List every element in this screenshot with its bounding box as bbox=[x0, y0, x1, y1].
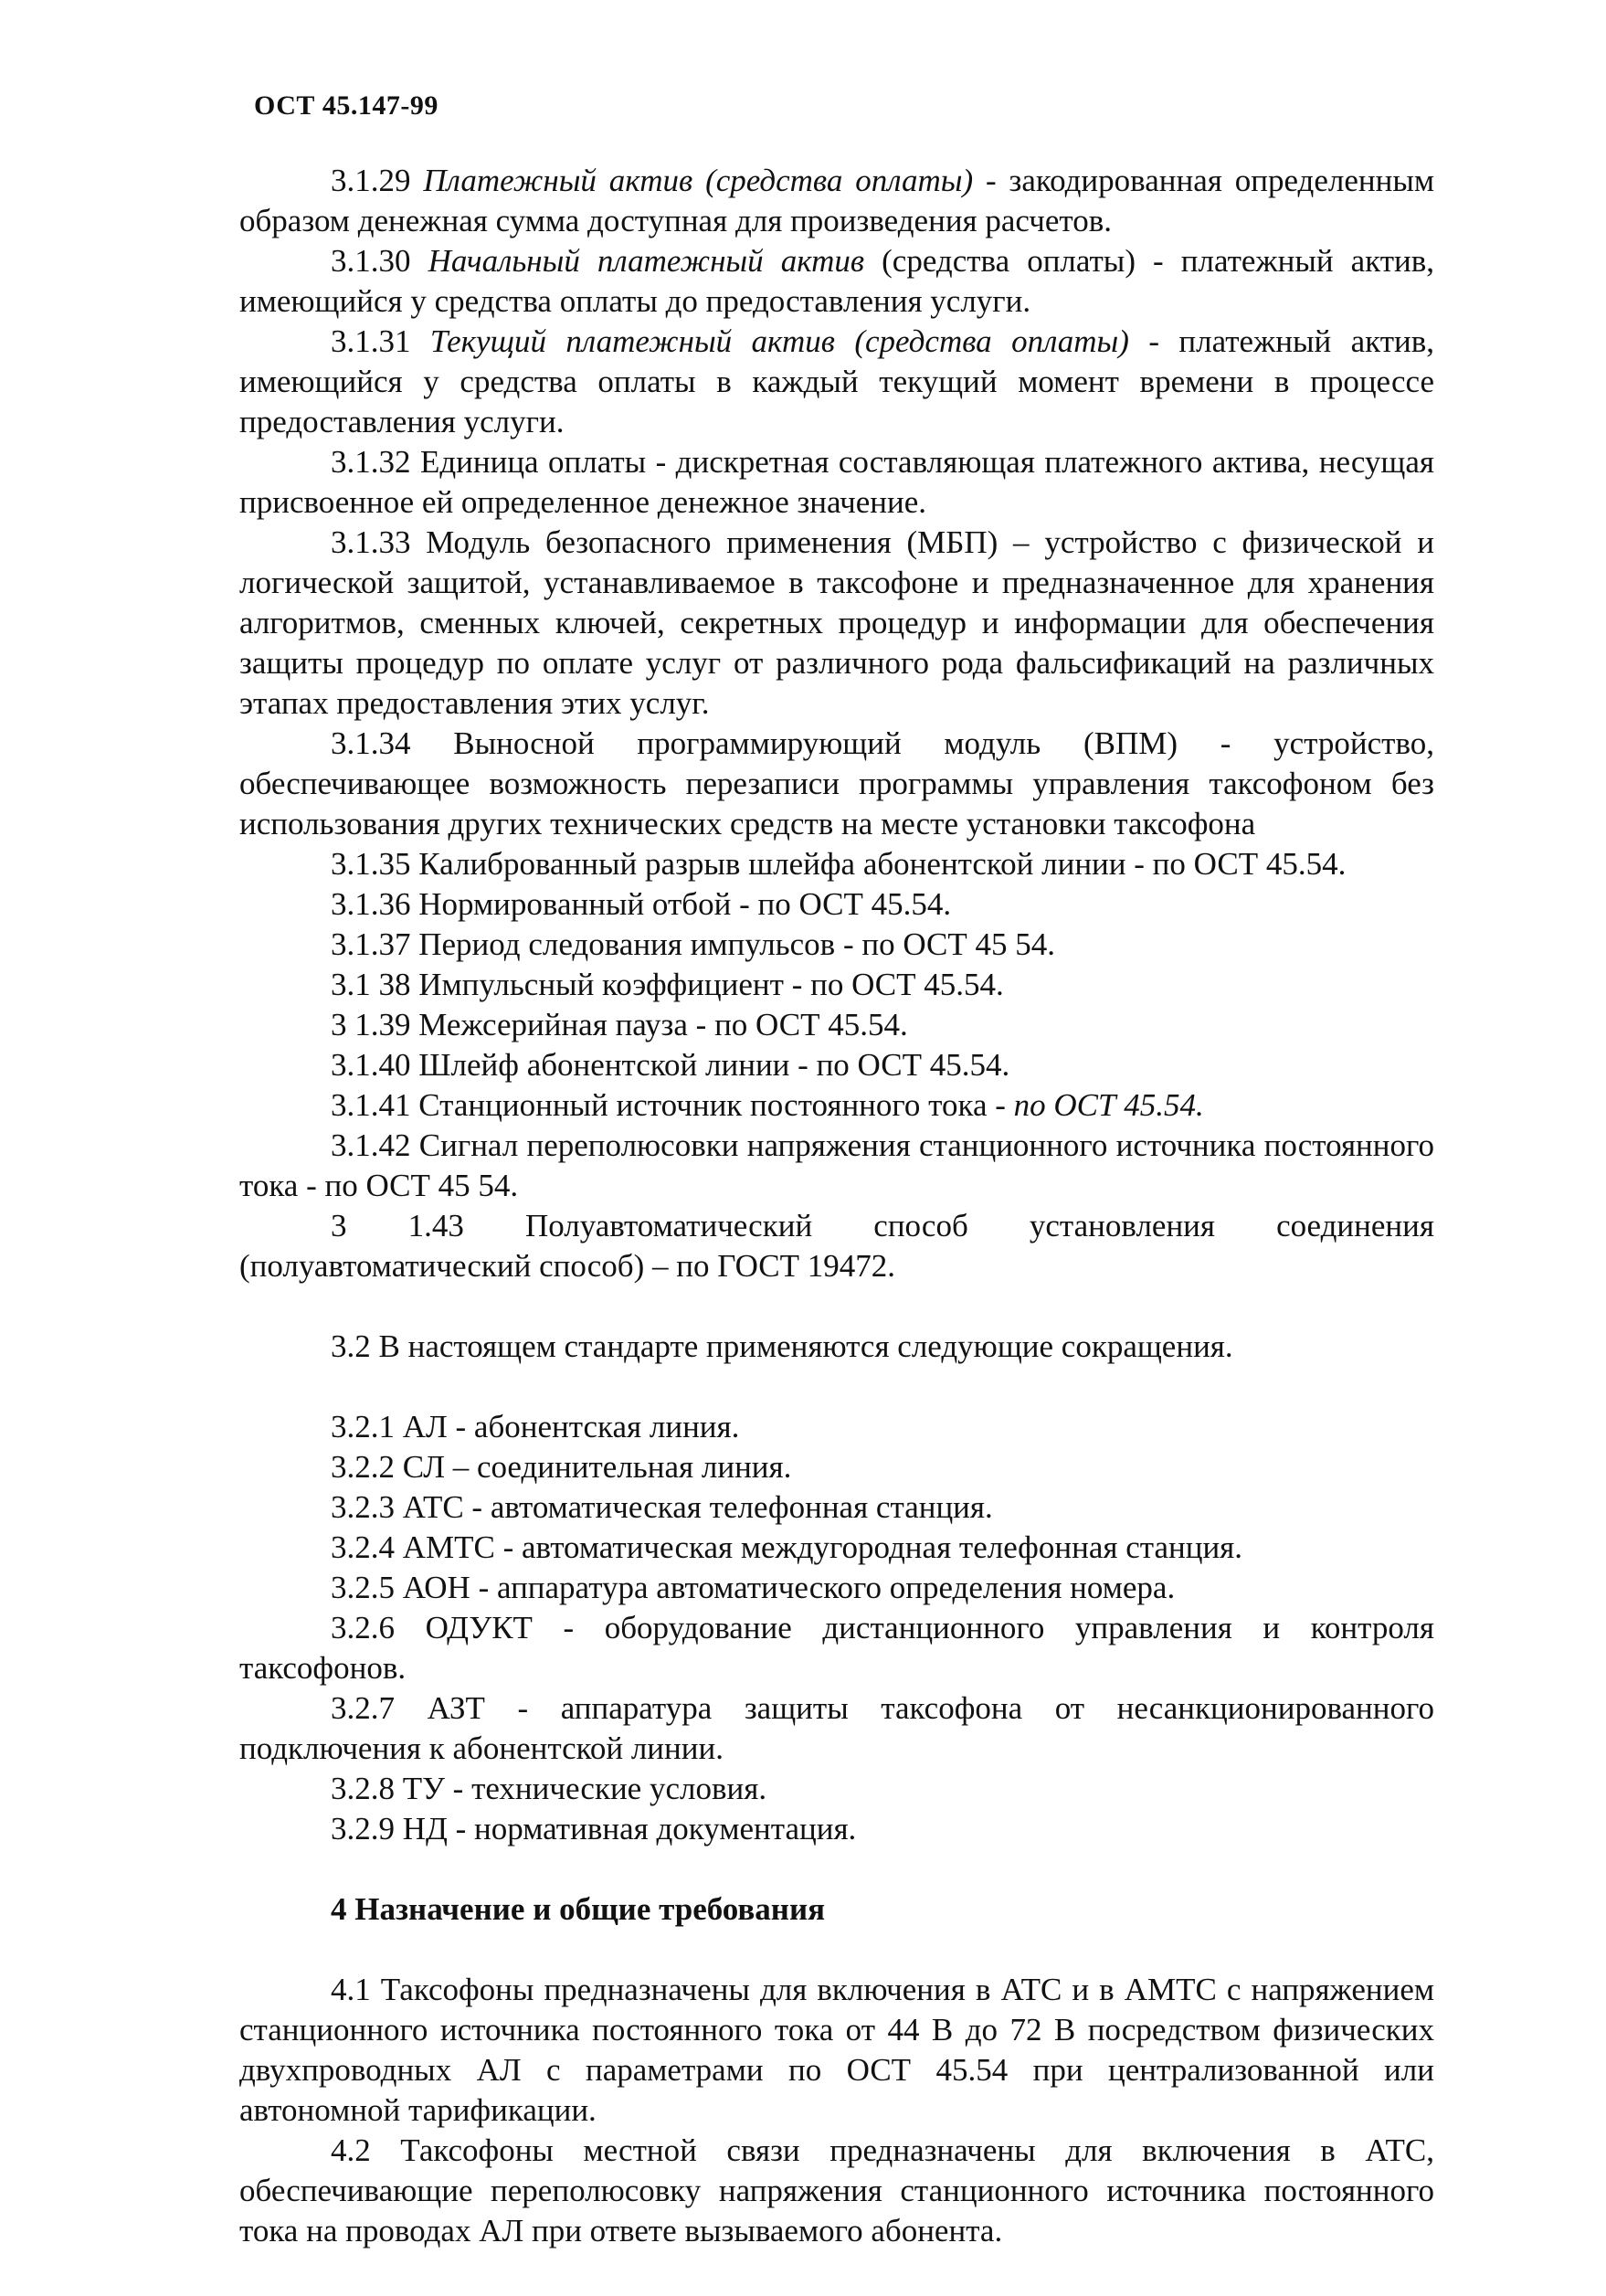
definitions-list bbox=[239, 161, 1434, 1286]
definition-3-1-31: 3.1.31 Текущий платежный актив (средства оплаты) - платежный актив, имеющийся у средства оплаты в каждый текущий момент времени в процессе предоставления услуги. bbox=[239, 323, 1435, 439]
abbreviations-intro: 3.2 В настоящем стандарте применяются следующие сокращения. bbox=[331, 1328, 1233, 1364]
definition-3-1-29: 3.1.29 Платежный актив (средства оплаты) - закодированная определенным образом денежная сумма доступная для произведения расчетов. bbox=[239, 163, 1434, 238]
definition-3-1-40: 3.1.40 Шлейф абонентской линии - по ОСТ 45.54. bbox=[331, 1047, 1010, 1083]
paragraph-4-2: 4.2 Таксофоны местной связи предназначены для включения в АТС, обеспечивающие переполюсовку напряжения станционного источника постоянного тока на проводах АЛ при ответе вызываемого абонента. bbox=[239, 2132, 1434, 2248]
abbreviation-3-2-2: 3.2.2 СЛ – соединительная линия. bbox=[331, 1449, 792, 1485]
abbreviation-3-2-4: 3.2.4 АМТС - автоматическая междугородная телефонная станция. bbox=[331, 1529, 1243, 1565]
definition-3-1-39: 3 1.39 Межсерийная пауза - по ОСТ 45.54. bbox=[331, 1007, 908, 1042]
abbreviation-3-2-7: 3.2.7 АЗТ - аппаратура защиты таксофона от несанкционированного подключения к абонентской линии. bbox=[239, 1690, 1434, 1766]
abbreviation-3-2-5: 3.2.5 АОН - аппаратура автоматического определения номера. bbox=[331, 1570, 1176, 1605]
definition-3-1-30: 3.1.30 Начальный платежный актив (средства оплаты) - платежный актив, имеющийся у средства оплаты до предоставления услуги. bbox=[239, 243, 1435, 319]
document-code-header: ОСТ 45.147-99 bbox=[254, 90, 438, 121]
abbreviation-3-2-9: 3.2.9 НД - нормативная документация. bbox=[331, 1811, 857, 1846]
definition-3-1-38: 3.1 38 Импульсный коэффициент - по ОСТ 45.54. bbox=[331, 967, 1004, 1002]
definition-3-1-36: 3.1.36 Нормированный отбой - по ОСТ 45.54. bbox=[331, 886, 952, 922]
definition-3-1-32: 3.1.32 Единица оплаты - дискретная составляющая платежного актива, несущая присвоенное ей определенное денежное значение. bbox=[239, 444, 1435, 520]
definition-3-1-35: 3.1.35 Калиброванный разрыв шлейфа абонентской линии - по ОСТ 45.54. bbox=[331, 846, 1347, 882]
definition-3-1-42: 3.1.42 Сигнал переполюсовки напряжения станционного источника постоянного тока - по ОСТ 45 54. bbox=[239, 1127, 1435, 1203]
abbreviation-3-2-6: 3.2.6 ОДУКТ - оборудование дистанционного управления и контроля таксофонов. bbox=[239, 1610, 1434, 1686]
definition-3-1-33: 3.1.33 Модуль безопасного применения (МБП) – устройство с физической и логической защитой, устанавливаемое в таксофоне и предназначенное для хранения алгоритмов, сменных ключей, секретных процедур и информации для обеспечения защиты процедур по оплате услуг от различного рода фальсификаций на различных этапах предоставления этих услуг. bbox=[239, 524, 1435, 721]
abbreviation-3-2-3: 3.2.3 АТС - автоматическая телефонная станция. bbox=[331, 1489, 993, 1525]
section-4-heading: 4 Назначение и общие требования bbox=[331, 1891, 826, 1927]
definition-3-1-41: 3.1.41 Станционный источник постоянного тока - по ОСТ 45.54. bbox=[331, 1087, 1204, 1123]
abbreviation-3-2-1: 3.2.1 АЛ - абонентская линия. bbox=[331, 1409, 740, 1444]
abbreviation-3-2-8: 3.2.8 ТУ - технические условия. bbox=[331, 1771, 767, 1806]
definition-3-1-37: 3.1.37 Период следования импульсов - по ОСТ 45 54. bbox=[331, 926, 1056, 962]
paragraph-4-1: 4.1 Таксофоны предназначены для включения в АТС и в АМТС с напряжением станционного источника постоянного тока от 44 В до 72 В посредством физических двухпроводных АЛ с параметрами по ОСТ 45.54 при централизованной или автономной тарификации. bbox=[239, 1972, 1434, 2128]
definition-3-1-43: 3 1.43 Полуавтоматический способ установления соединения (полуавтоматический способ) – по ГОСТ 19472. bbox=[239, 1208, 1434, 1284]
abbreviations-list bbox=[239, 1407, 1434, 1849]
definition-3-1-34: 3.1.34 Выносной программирующий модуль (ВПМ) - устройство, обеспечивающее возможность перезаписи программы управления таксофоном без использования других технических средств на месте установки таксофона bbox=[239, 725, 1435, 841]
document-body bbox=[239, 161, 1434, 2251]
